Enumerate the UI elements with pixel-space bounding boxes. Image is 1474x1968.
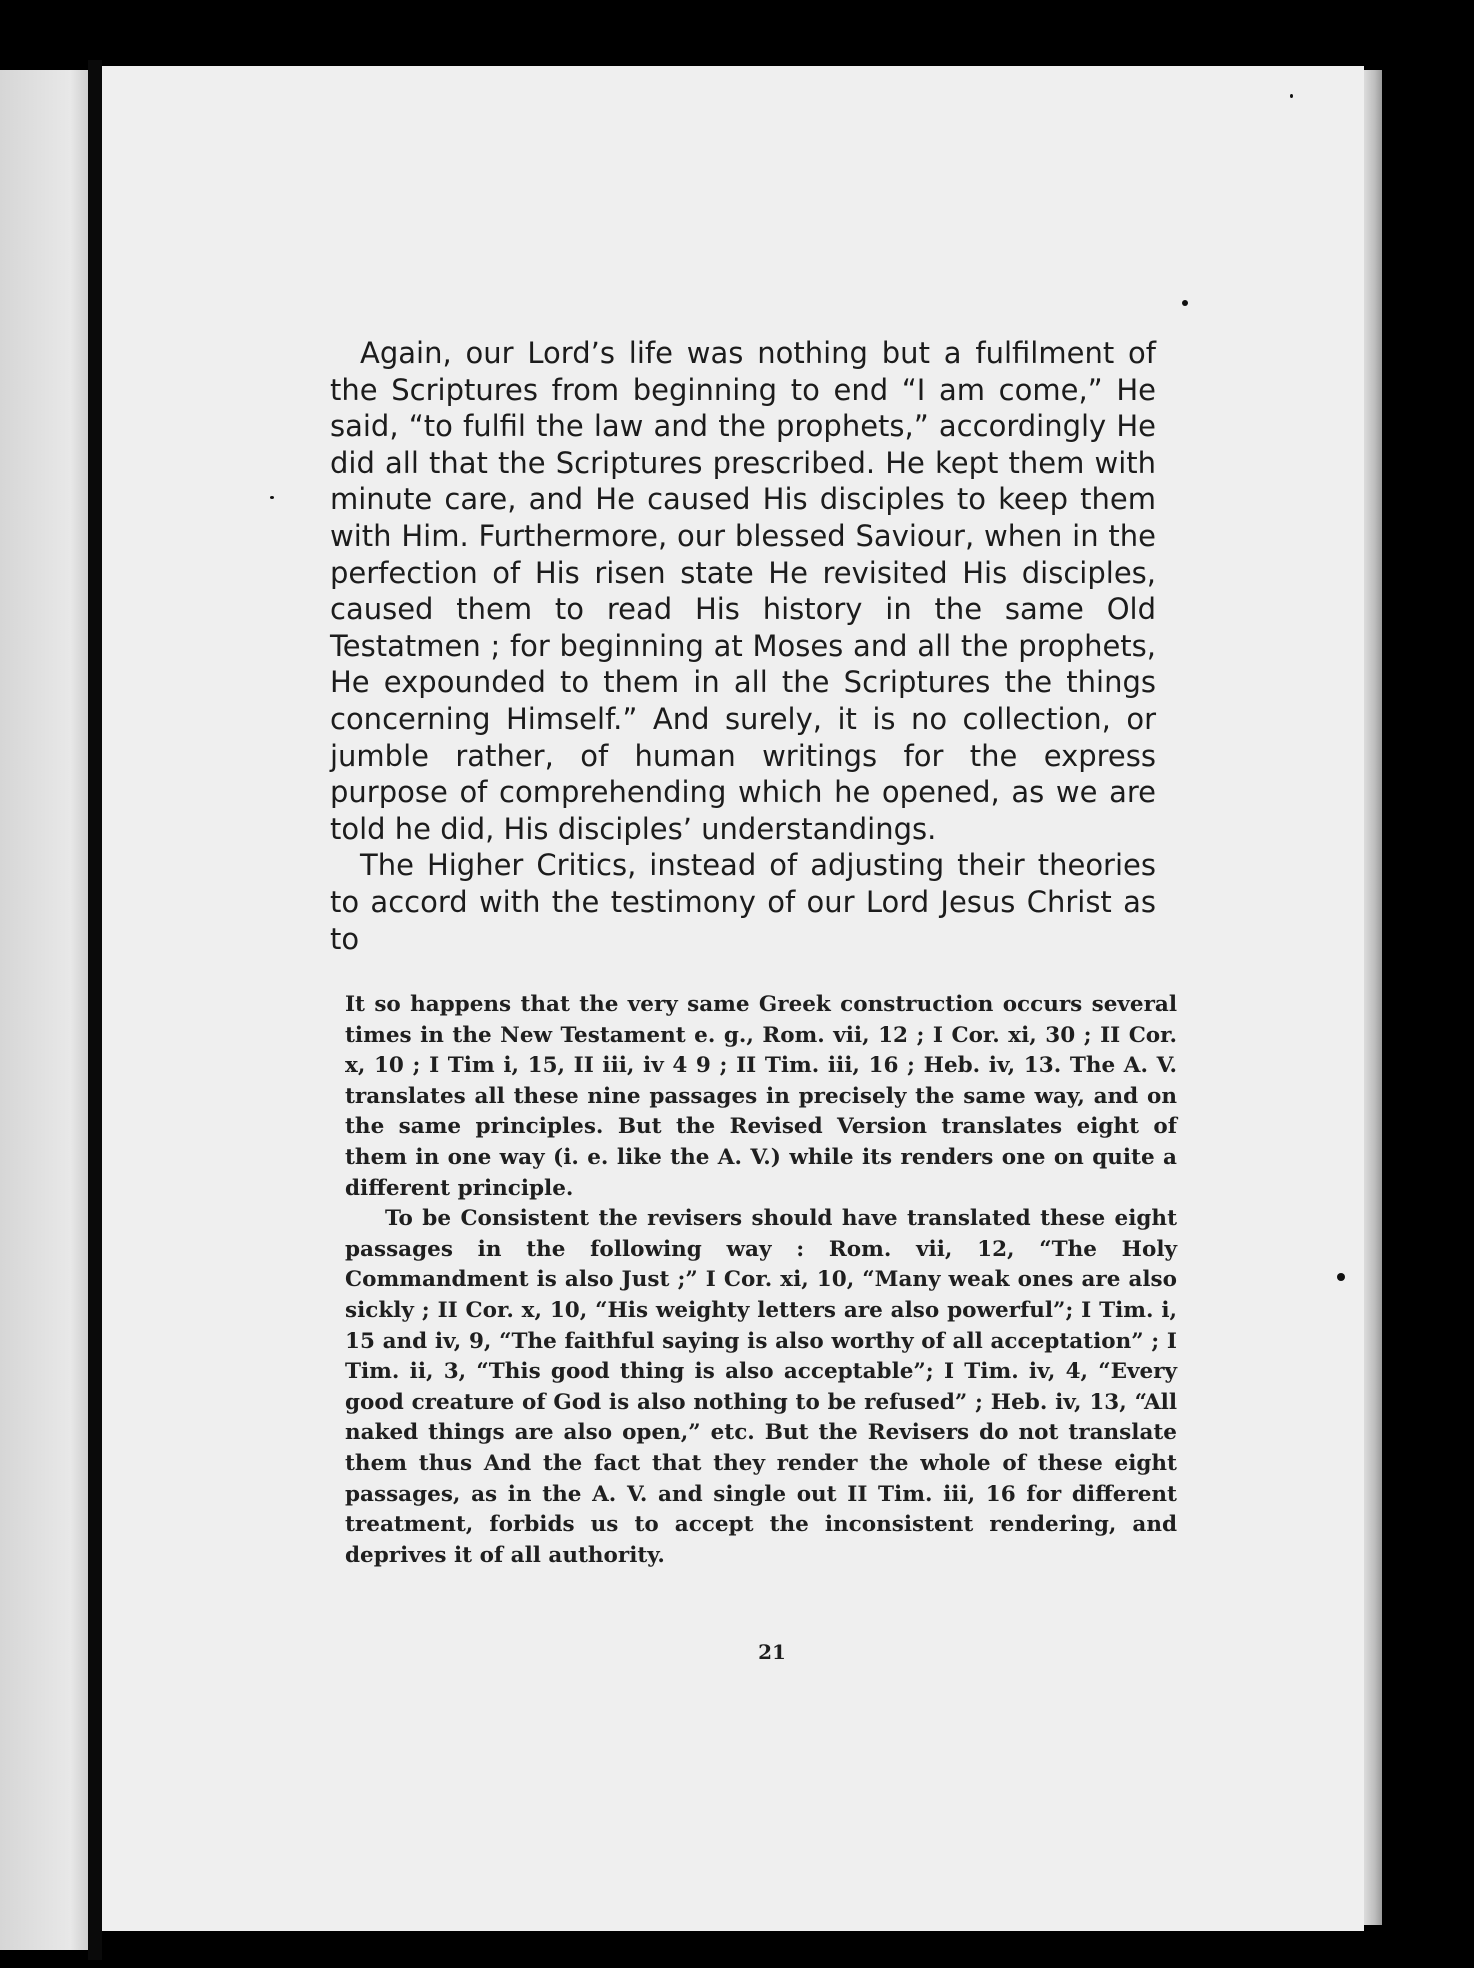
scan-speck [1337,1273,1345,1281]
scan-speck [270,496,274,499]
page-right-edge [1364,70,1382,1925]
main-text [330,335,1156,957]
scan-speck [1182,300,1188,306]
book-gutter [88,60,102,1960]
scan-speck [1290,94,1293,98]
page-number: 21 [758,1640,786,1664]
footnote [345,990,1177,1571]
footnote-paragraph: To be Consistent the revisers should have translated these eight passages in the following way : Rom. vii, 12, “The Holy Commandment is also Just ;” I Cor. xi, 10, “Many weak ones are also sickly ; II Cor. x, 10, “His weighty letters are also powerful”; I Tim. i, 15 and iv, 9, “The faithful saying is also worthy of all acceptation” ; I Tim. ii, 3, “This good thing is also acceptable”; I Tim. iv, 4, “Every good creature of God is also nothing to be refused” ; Heb. iv, 13, “All naked things are also open,” etc. But the Revisers do not translate them thus And the fact that they render the whole of these eight passages, as in the A. V. and single out II Tim. iii, 16 for different treatment, forbids us to accept the inconsistent rendering, and deprives it of all authority. [345,1206,1177,1568]
footnote-paragraph: It so happens that the very same Greek construction occurs several times in the New Testament e. g., Rom. vii, 12 ; I Cor. xi, 30 ; II Cor. x, 10 ; I Tim i, 15, II iii, iv 4 9 ; II Tim. iii, 16 ; Heb. iv, 13. The A. V. translates all these nine passages in precisely the same way, and on the same principles. But the Revised Version translates eight of them in one way (i. e. like the A. V.) while its renders one on quite a different principle. [345,992,1177,1201]
previous-page-edge [0,70,88,1950]
main-paragraph: The Higher Critics, instead of adjusting their theories to accord with the testimony of our Lord Jesus Christ as to [330,848,1156,956]
main-paragraph: Again, our Lord’s life was nothing but a fulfilment of the Scriptures from beginning to end “I am come,” He said, “to fulfil the law and the prophets,” accordingly He did all that the Scriptures prescribed. He kept them with minute care, and He caused His disciples to keep them with Him. Furthermore, our blessed Saviour, when in the perfection of His risen state He revisited His disciples, caused them to read His history in the same Old Testatmen ; for beginning at Moses and all the prophets, He expounded to them in all the Scriptures the things concerning Himself.” And surely, it is no collection, or jumble rather, of human writings for the express purpose of comprehending which he opened, as we are told he did, His disciples’ understandings. [330,336,1156,846]
